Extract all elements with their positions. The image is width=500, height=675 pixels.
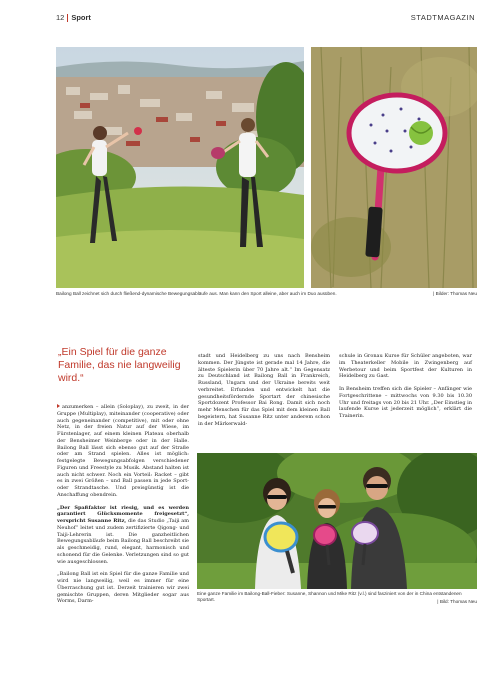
paragraph-marker-icon bbox=[57, 404, 60, 408]
header-separator bbox=[67, 14, 68, 22]
photo-racket-closeup bbox=[311, 47, 477, 288]
top-photos-caption: Bailong Ball zeichnet sich durch fließend-dynamische Bewegungsabläufe aus. Man kann den Sport alleine, aber auch im Duo ausüben. bbox=[56, 291, 337, 296]
bottom-photo-caption: Eine ganze Familie im Bailong-Ball-Fieber: Susanne, Shannon und Mike Ritz (v.l.) sind fasziniert von der in China entstandenen Sportart. bbox=[197, 591, 462, 602]
section-label: Sport bbox=[71, 13, 91, 22]
article-column-1 bbox=[57, 404, 189, 611]
col1-paragraph-2-lead: „Der Spaßfaktor ist riesig, und es werden garantiert Glücksmomente freigesetzt“, verspricht Susanne Ritz, bbox=[57, 504, 189, 524]
article-column-2 bbox=[198, 353, 330, 433]
col1-paragraph-2-rest: die das Studio „Taiji am Neuhof“ leitet und zudem zertifizierte Qigong- und Taiji-Lehrerin ist. Die ganzheitlichen Bewegungsabläufe beim Bailong Ball beschreibt sie als geschmeidig, rund, elegant, harmonisch und schonend für die Gelenke. Verletzungen sind so gut wie ausgeschlossen. bbox=[57, 518, 189, 565]
article-column-3 bbox=[339, 353, 472, 426]
col1-paragraph-3: „Bailong Ball ist ein Spiel für die ganze Familie und wird nie langweilig, weil es immer für eine Überraschung gut ist. Derzeit trainieren wir zwei gemischte Gruppen, deren Mitglieder sogar aus Worms, Darm- bbox=[57, 571, 189, 605]
magazine-name: STADTMAGAZIN bbox=[410, 13, 475, 22]
page-header bbox=[56, 13, 91, 22]
photo-duo-playing bbox=[56, 47, 304, 288]
col1-paragraph-1: anzumerken – allein (Soloplay), zu zweit, in der Gruppe (Multiplay), miteinander (cooperative) oder auch gegeneinander (competitive), mit oder ohne Netz, in der freien Natur auf der Wiese, im Fürstenlager, auf einem kleinen Plateau oberhalb der Bensheimer Weinberge oder in der Halle. Bailong Ball lässt sich ebenso gut auf der Straße oder am Strand spielen. Alles ist möglich: festgelegte Bewegungsabfolgen verschiedener Figuren und Freestyle zu Musik. Abstand halten ist auch nicht schwer. Noch ein Vorteil: Racket – gibt es in zwei Größen – und Ball passen in jede Sport- oder Strandtasche. Und preisgünstig ist die Anschaffung obendrein. bbox=[57, 404, 189, 498]
col3-paragraph-2: In Bensheim treffen sich die Spieler – Anfänger wie Fortgeschrittene – mittwochs von 9.30 bis 10.30 Uhr und freitags von 20 bis 21 Uhr. „Der Einstieg in laufende Kurse ist jederzeit möglich“, erklärt die Trainerin. bbox=[339, 386, 472, 419]
photo-family bbox=[197, 453, 477, 589]
pull-quote-headline: „Ein Spiel für die ganze Familie, das nie langweilig wird.“ bbox=[58, 346, 181, 384]
bottom-photo-credit: | Bild: Thomas Neu bbox=[437, 599, 477, 604]
page-number: 12 bbox=[56, 13, 65, 22]
col3-paragraph-1: schule in Gronau Kurse für Schüler angeboten, war im Theaterkeller Mobile in Zwingenberg auf Werbetour und beim Sportfest der Kulturen in Heidelberg zu Gast. bbox=[339, 353, 472, 380]
col2-paragraph: stadt und Heidelberg zu uns nach Bensheim kommen. Der Jüngste ist gerade mal 14 Jahre, die älteste Spielerin über 70 Jahre alt.“ Im Gegensatz zu Deutschland ist Bailong Ball in Frankreich, Russland, Ungarn und der Ukraine bereits weit verbreitet. Erfunden und entwickelt hat die gesundheitsfördernde Sportart der chinesische Sportdozent Professor Bai Rong. Damit sich noch mehr Menschen für das Spiel mit dem kleinen Ball begeistern, hat Susanne Ritz unter anderem schon in der Märkerwald- bbox=[198, 353, 330, 427]
top-photos-credit: | Bilder: Thomas Neu bbox=[433, 291, 477, 296]
